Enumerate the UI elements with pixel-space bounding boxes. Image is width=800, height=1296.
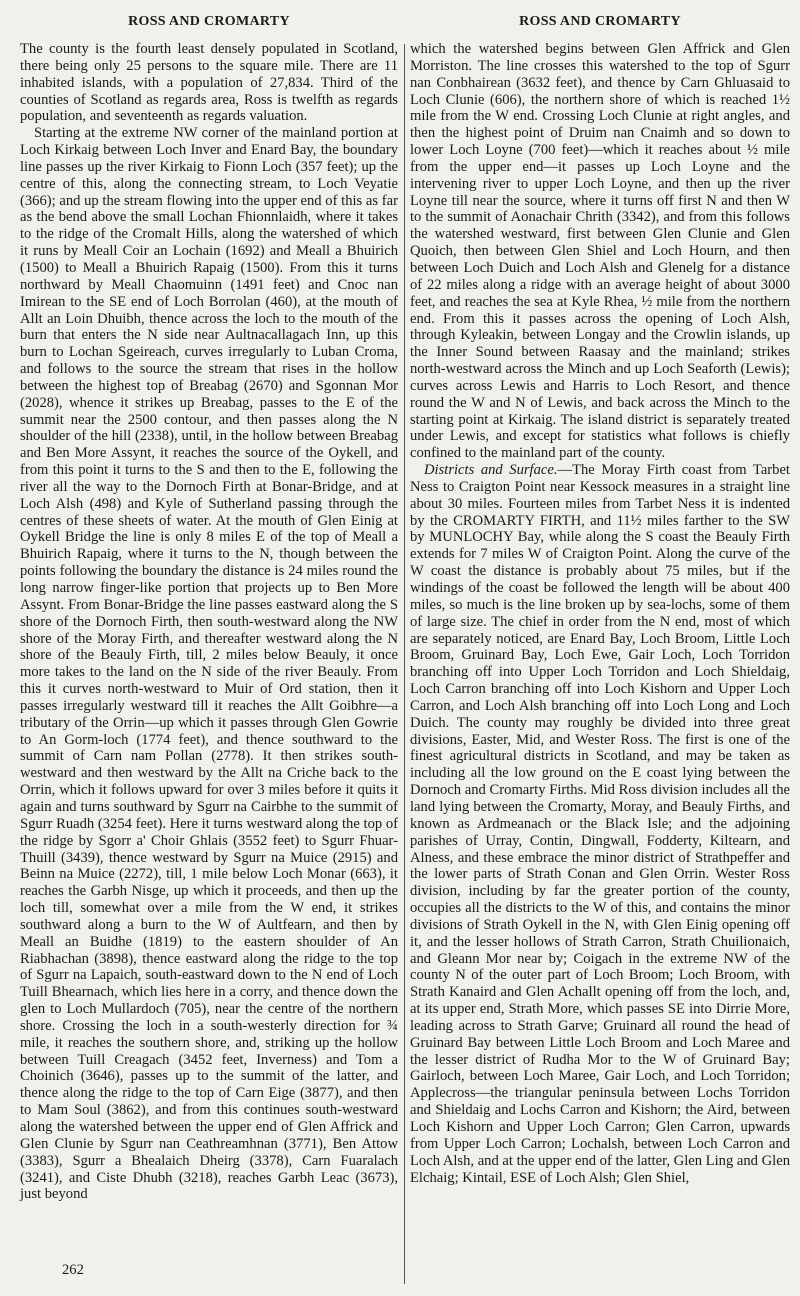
- page-number: 262: [62, 1262, 84, 1278]
- running-header-left: ROSS AND CROMARTY: [128, 14, 290, 29]
- paragraph-boundary: Starting at the extreme NW corner of the mainland portion at Loch Kirkaig between Loch Inver and Enard Bay, the boundary line passes up the river Kirkaig to Fionn Loch (357 feet); up the centre of this, along the connecting stream, to Loch Veyatie (366); and up the stream flowing into the upper end of this as far as the bend above the small Lochan Fhionnlaidh, where it takes to the ridge of the Cromalt Hills, along the watershed of which it runs by Meall Coir an Lochain (1692) and Meall a Bhuirich (1500) to Meall a Bhuirich Rapaig (1500). From this it turns northward by Meall Chaomuinn (1491 feet) and Cnoc nan Imirean to the SE end of Loch Borrolan (460), at the mouth of Allt an Loin Dhuibh, thence across the loch to the mouth of the burn that enters the N side near Aultnacallagach Inn, up this burn to Lochan Sgeireach, curves irregularly to Luban Croma, and follows to the source the stream that rises in the hollow between the highest top of Breabag (2670) and Sgonnan Mor (2028), whence it strikes up Breabag, passes to the E of the summit near the 2500 contour, and then passes along the N shoulder of the hill (2338), until, in the hollow between Breabag and Ben More Assynt, it reaches the source of the Oykell, and from this point it turns to the S and then to the E, following the river all the way to the Dornoch Firth at Bonar-Bridge, and at Loch Alsh (498) and Kyle of Sutherland passing through the centres of these sheets of water. At the mouth of Glen Einig at Oykell Bridge the line is only 8 miles E of the top of Meall a Bhuirich Rapaig, where it turns to the N, though between the points following the boundary the distance is 24 miles round the long narrow finger-like portion that projects up to Ben More Assynt. From Bonar-Bridge the line passes eastward along the S shore of the Dornoch Firth, then south-westward along the NW shore of the Moray Firth, and thereafter westward along the N shore of the Beauly Firth, till, 2 miles below Beauly, it once more takes to the land on the N side of the river Beauly. From this it curves north-westward to Muir of Ord station, then it passes irregularly westward till it reaches the Allt Goibhre—a tributary of the Orrin—up which it passes through Glen Gowrie to An Gorm-loch (1774 feet), and thence southward to the summit of Carn nam Pollan (2778). It then strikes south-westward and then westward by the Allt na Criche back to the Orrin, which it follows upward for over 3 miles before it quits it again and turns southward by Sgurr na Cairbhe to the summit of Sgurr Ruadh (3254 feet). Here it turns westward along the top of the ridge by Sgorr a' Choir Ghlais (3552 feet) to Sgurr Fhuar-Thuill (3439), thence westward by Sgurr na Muice (2915) and Beinn na Muice (2272), till, 1 mile below Loch Monar (663), it reaches the Garbh Nisge, up which it proceeds, and then up the loch till, somewhat over a mile from the W end, it strikes southward along a burn to the W of Aultfearn, and then by Meall an Buidhe (1819) to the eastern shoulder of An Riabhachan (3898), thence eastward along the ridge to the top of Sgurr na Lapaich, south-eastward down to the N end of Loch Tuill Bhearnach, which lies here in a corry, and thence down the glen to Loch Mullardoch (705), near the centre of the northern shore. Crossing the loch in a south-westerly direction for ¾ mile, it reaches the southern shore, and, striking up the hollow between Tuill Creagach (3452 feet, Inverness) and Tom a Choinich (3646), passes up to the summit of the latter, and thence along the ridge to the top of Carn Eige (3877), and then to Mam Soul (3862), and from this continues south-westward along the watershed between the upper end of Glen Affrick and Glen Clunie by Sgurr nan Ceathreamhnan (3771), Ben Attow (3383), Sgurr a Bhealaich Dheirg (3378), Carn Fuaralach (3241), and Ciste Dhubh (3218), reaches Garbh Leac (3673), just beyond: [20, 125, 398, 1203]
- running-header-right: ROSS AND CROMARTY: [519, 14, 681, 29]
- left-column: [20, 41, 398, 1203]
- column-divider: [404, 44, 405, 1284]
- section-lead: Districts and Surface.: [424, 462, 558, 479]
- paragraph-districts: [410, 462, 790, 1186]
- paragraph-population: The county is the fourth least densely populated in Scotland, there being only 25 persons to the square mile. There are 11 inhabited islands, with a population of 27,834. Third of the counties of Scotland as regards area, Ross is twelfth as regards population, and seventeenth as regards valuation.: [20, 41, 398, 125]
- right-column: [410, 41, 790, 1186]
- paragraph-text: which the watershed begins between Glen Affrick and Glen Morriston. The line crosses this watershed to the top of Sgurr nan Conbhairean (3632 feet), and thence by Carn Ghluasaid to Loch Clunie (606), the northern shore of which is reached 1½ mile from the W end. Crossing Loch Clunie at right angles, and then the highest point of Druim nan Cnaimh and so down to lower Loch Loyne (700 feet)—which it reaches about ½ mile from the upper end—it passes up Loch Loyne and the intervening river to upper Loch Loyne, and then up the river Loyne till near the source, where it turns off first N and then W to the summit of Aonachair Chrith (3342), and from this follows the watershed westward, first between Glen Clunie and Glen Quoich, then between Glen Shiel and Loch Hourn, and then between Loch Duich and Loch Alsh and Glenelg for a distance of 22 miles along a ridge with an average height of about 3000 feet, and reaches the sea at Kyle Rhea, ½ mile from the northern end. From this it passes across the opening of Loch Alsh, through Kyleakin, between Longay and the Crowlin islands, up the Inner Sound between Raasay and the mainland; strikes north-westward across the Minch and up Loch Seaforth (Lewis); curves across Lewis and Harris to Loch Resort, and thence round the W and N of Lewis, and back across the Minch to the starting point at Kirkaig. The island district is separately treated under Lewis, and except for statistics what follows is chiefly confined to the mainland part of the county.: [410, 41, 790, 462]
- paragraph-text: —The Moray Firth coast from Tarbet Ness to Craigton Point near Kessock measures in a straight line about 30 miles. Fourteen miles from Tarbet Ness it is indented by the CROMARTY FIRTH, and 11½ miles farther to the SW by MUNLOCHY Bay, while along the S coast the Beauly Firth extends for 7 miles W of Craigton Point. Along the curve of the W coast the distance is probably about 75 miles, but if the windings of the coast be followed the length will be about 400 miles, so much is the line broken up by sea-lochs, some of them of large size. The chief in order from the N end, most of which are separately noticed, are Enard Bay, Loch Broom, Little Loch Broom, Gruinard Bay, Loch Ewe, Gair Loch, Loch Torridon branching off into Upper Loch Torridon and Loch Shieldaig, Loch Carron branching off into Loch Kishorn and Upper Loch Carron, and Loch Alsh branching off into Loch Long and Loch Duich. The county may roughly be divided into three great divisions, Easter, Mid, and Wester Ross. The first is one of the finest agricultural districts in Scotland, and may be taken as including all the low ground on the E coast lying between the Dornoch and Cromarty Firths. Mid Ross division includes all the land lying between the Cromarty, Moray, and Beauly Firths, and known as Ardmeanach or the Black Isle; and the adjoining parishes of Urray, Contin, Dingwall, Fodderty, Kiltearn, and Alness, and these embrace the minor district of Strathpeffer and the lower parts of Strath Conan and Glen Orrin. Wester Ross division, including by far the greater portion of the county, occupies all the districts to the W of this, and contains the minor divisions of Strath Oykell in the N, with Glen Einig opening off it, and the lesser hollows of Strath Carron, Strath Chuilionaich, and Gleann Mor near by; Coigach in the extreme NW of the county N of the outer part of Loch Broom; Loch Broom, with Strath Kanaird and Glen Achallt opening off from the loch, and, at its upper end, Strath More, which passes SE into Dirrie More, leading across to Strath Garve; Gruinard all round the head of Gruinard Bay between Little Loch Broom and Loch Maree and the lesser district of Rudha Mor to the W of Gruinard Bay; Gairloch, between Loch Maree, Gair Loch, and Loch Torridon; Applecross—the triangular peninsula between Lochs Torridon and Shieldaig and Lochs Carron and Kishorn; the Aird, between Loch Kishorn and Upper Loch Carron; Glen Carron, upwards from Upper Loch Carron; Lochalsh, between Loch Carron and Loch Alsh, and at the upper end of the latter, Glen Ling and Glen Elchaig; Kintail, ESE of Loch Alsh; Glen Shiel,: [410, 462, 790, 1186]
- paragraph-boundary-continued: [410, 41, 790, 462]
